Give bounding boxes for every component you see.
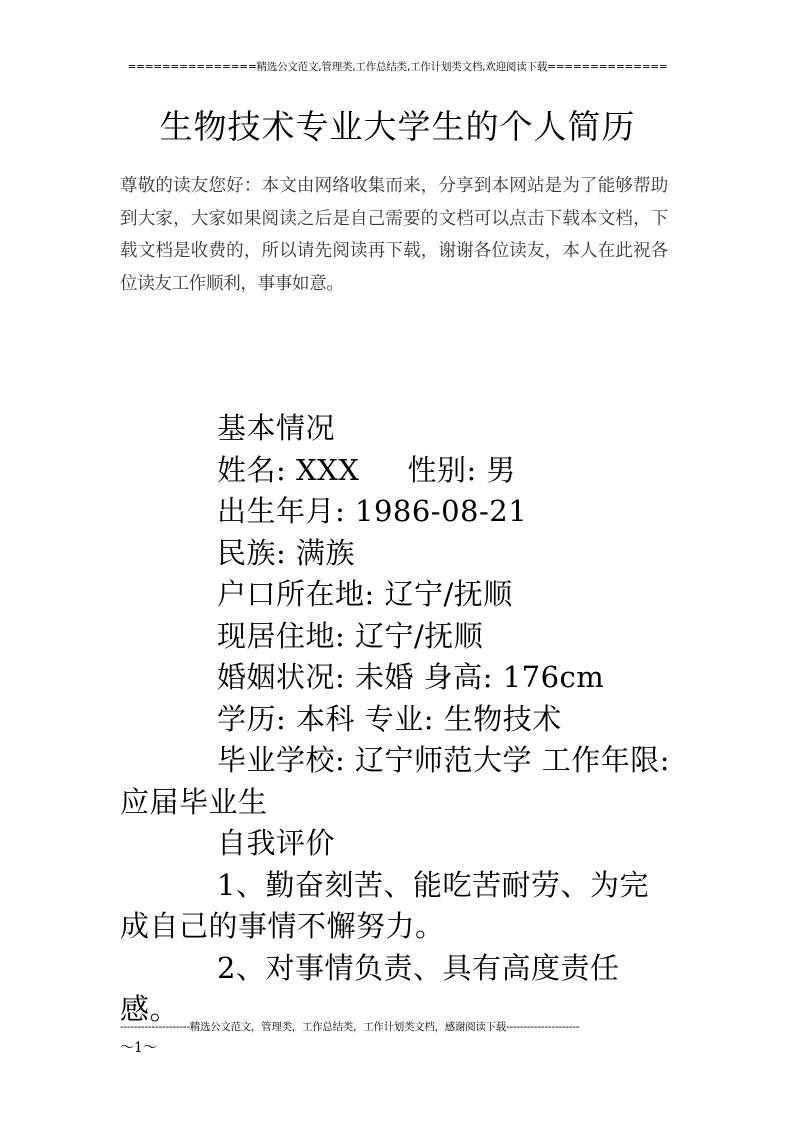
- document-title: 生物技术专业大学生的个人简历: [159, 107, 636, 146]
- page-header: ===============精选公文范文,管理类,工作总结类,工作计划类文档,欢迎阅读下载==============: [127, 61, 668, 73]
- self-eval-item-2: 2、对事情负责、具有高度责任感。: [120, 950, 620, 1026]
- name-field: 姓名: XXX: [217, 452, 360, 487]
- section-heading-self: 自我评价: [217, 826, 336, 860]
- page-number: ～1～: [120, 1040, 157, 1056]
- education-major-field: 学历: 本科 专业: 生物技术: [217, 701, 562, 736]
- hukou-field: 户口所在地: 辽宁/抚顺: [217, 577, 513, 611]
- school-years-field: 毕业学校: 辽宁师范大学 工作年限: 应届毕业生: [120, 743, 670, 819]
- name-gender-line: [120, 450, 676, 492]
- self-eval-item-1: 1、勤奋刻苦、能吃苦耐劳、为完成自己的事情不懈努力。: [120, 867, 649, 943]
- residence-field: 现居住地: 辽宁/抚顺: [217, 618, 484, 653]
- gender-field: 性别: 男: [407, 452, 516, 487]
- section-heading-basic: 基本情况: [217, 411, 336, 445]
- intro-paragraph: 尊敬的读友您好：本文由网络收集而来，分享到本网站是为了能够帮助到大家，大家如果阅读之后是自己需要的文档可以点击下载本文档，下载文档是收费的，所以请先阅读再下载，谢谢各位读友，本人在此祝各位读友工作顺利，事事如意。: [120, 176, 668, 294]
- birth-field: 出生年月: 1986-08-21: [217, 494, 528, 528]
- page-footer: --------------------精选公文范文，管理类，工作总结类，工作计划类文档，感谢阅读下载---------------------: [120, 1021, 580, 1033]
- resume-body: [120, 408, 676, 1031]
- marital-height-field: 婚姻状况: 未婚 身高: 176cm: [217, 660, 605, 694]
- ethnicity-field: 民族: 满族: [217, 535, 355, 570]
